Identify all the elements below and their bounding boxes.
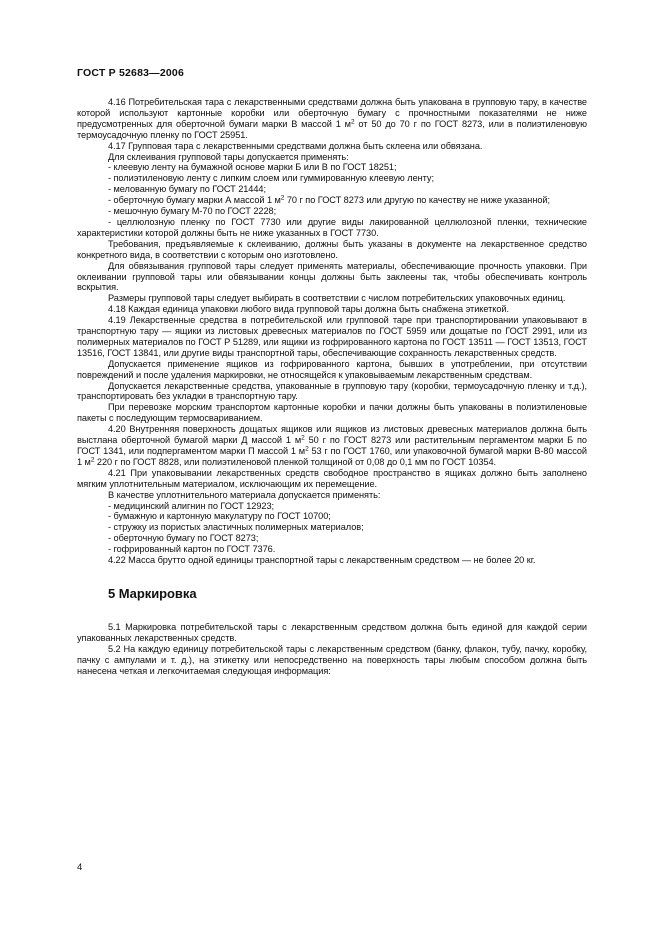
superscript-2: 2: [90, 456, 95, 464]
superscript-2: 2: [350, 118, 355, 126]
paragraph: Допускается применение ящиков из гофрированного картона, бывших в употреблении, при отсутствии повреждений и после удаления маркировки, не относящейся к упаковываемым лекарственным средствам.: [77, 358, 587, 380]
paragraph: Требования, предъявляемые к склеиванию, должны быть указаны в документе на лекарственное средство конкретного вида, в соответствии с которым оно изготовлено.: [77, 238, 587, 260]
superscript-2: 2: [305, 445, 309, 453]
superscript-2: 2: [280, 194, 285, 202]
paragraph-5-2: 5.2 На каждую единицу потребительской тары с лекарственным средством (банку, флакон, тубу, пачку, коробку, пачку с ампулами и т. д.), на этикетку или непосредственно на поверхность тары любым способом должна быть нанесена четкая и легкочитаемая следующая информация:: [77, 643, 587, 676]
paragraph: При перевозке морским транспортом картонные коробки и пачки должны быть упакованы в полиэтиленовые пакеты с последующим термосвариванием.: [77, 402, 587, 424]
list-item: - целлюлозную пленку по ГОСТ 7730 или другие виды лакированной целлюлозной пленки, технические характеристики которой должны быть не ниже указанных в ГОСТ 7730.: [77, 216, 587, 238]
list-item: - оберточную бумагу марки А массой 1 $м^2$ 70 г по ГОСТ 8273 или другую по качеству не ниже указанной;: [108, 194, 550, 206]
paragraph-4-22: 4.22 Масса брутто одной единицы транспортной тары с лекарственным средством — не более 20 кг.: [108, 555, 536, 566]
paragraph-4-17: 4.17 Групповая тара с лекарственными средствами должна быть склеена или обвязана.: [108, 140, 483, 151]
paragraph-5-1: 5.1 Маркировка потребительской тары с лекарственным средством должна быть единой для каждой серии упакованных лекарственных средств.: [77, 621, 587, 643]
list-item: - гофрированный картон по ГОСТ 7376.: [108, 544, 276, 555]
paragraph-4-16: 4.16 Потребительская тара с лекарственными средствами должна быть упакована в групповую тару, в качестве которой используют картонные коробки или оберточную бумагу с прочностными показателями не ниже предусмотренных для оберточной бумаги марки В массой 1 $м^2$ от 50 до 70 г по ГОСТ 8273, или в полиэтиленовую термоусадочную пленку по ГОСТ 25951.: [77, 97, 587, 140]
paragraph: Для обвязывания групповой тары следует применять материалы, обеспечивающие прочность упаковки. При оклеивании групповой тары или обвязывании концы должны быть заклеены так, чтобы обеспечивать контроль вскрытия.: [77, 260, 587, 293]
list-item: - стружку из пористых эластичных полимерных материалов;: [108, 522, 364, 533]
list-item: - мелованную бумагу по ГОСТ 21444;: [108, 184, 266, 195]
paragraph-4-19: 4.19 Лекарственные средства в потребительской или групповой таре при транспортировании упаковывают в транспортную тару — ящики из листовых древесных материалов по ГОСТ 5959 или дощатые по ГОСТ 2991, или из полимерных материалов по ГОСТ Р 51289, или ящики из гофрированного картона по ГОСТ 13511 — ГОСТ 13513, ГОСТ 13516, ГОСТ 13841, или другие виды транспортной тары, обеспечивающие сохранность лекарственных средств.: [77, 315, 587, 358]
paragraph: В качестве уплотнительного материала допускается применять:: [108, 489, 381, 500]
paragraph: Для склеивания групповой тары допускается применять:: [108, 151, 349, 162]
paragraph: Размеры групповой тары следует выбирать в соответствии с числом потребительских упаковочных единиц.: [108, 293, 566, 304]
paragraph-4-18: 4.18 Каждая единица упаковки любого вида групповой тары должна быть снабжена этикеткой.: [108, 304, 509, 315]
section-heading-marking: 5 Маркировка: [108, 585, 197, 601]
paragraph-4-21: 4.21 При упаковывании лекарственных средств свободное пространство в ящиках должно быть заполнено мягким уплотнительным материалом, исключающим их перемещение.: [77, 467, 587, 489]
paragraph-4-20: 4.20 Внутренняя поверхность дощатых ящиков или ящиков из листовых древесных материалов должна быть выстлана оберточной бумагой марки Д массой 1 $м^2$ 50 г по ГОСТ 8273 или растительным пергаментом марки Б по ГОСТ 1341, или подпергаментом марки П массой 1 $м^2$ 53 г по ГОСТ 1760, или упаковочной бумагой марки В-80 массой 1 $м^2$ 220 г по ГОСТ 8828, или полиэтиленовой пленкой толщиной от 0,08 до 0,1 мм по ГОСТ 10354.: [77, 424, 587, 467]
list-item: - оберточную бумагу по ГОСТ 8273;: [108, 533, 259, 544]
superscript-2: 2: [301, 434, 305, 442]
list-item: - полиэтиленовую ленту с липким слоем или гуммированную клеевую ленту;: [108, 173, 434, 184]
paragraph: Допускается лекарственные средства, упакованные в групповую тару (коробки, термоусадочную пленку и т.д.), транспортировать без укладки в транспортную тару.: [77, 380, 587, 402]
document-body: [77, 97, 587, 677]
list-item: - клеевую ленту на бумажной основе марки Б или В по ГОСТ 18251;: [108, 162, 397, 173]
list-item: - бумажную и картонную макулатуру по ГОСТ 10700;: [108, 511, 331, 522]
list-item: - медицинский алигнин по ГОСТ 12923;: [108, 500, 275, 511]
list-item: - мешочную бумагу М-70 по ГОСТ 2228;: [108, 206, 277, 217]
page-number: 4: [77, 862, 83, 873]
running-header: ГОСТ Р 52683—2006: [77, 67, 185, 79]
